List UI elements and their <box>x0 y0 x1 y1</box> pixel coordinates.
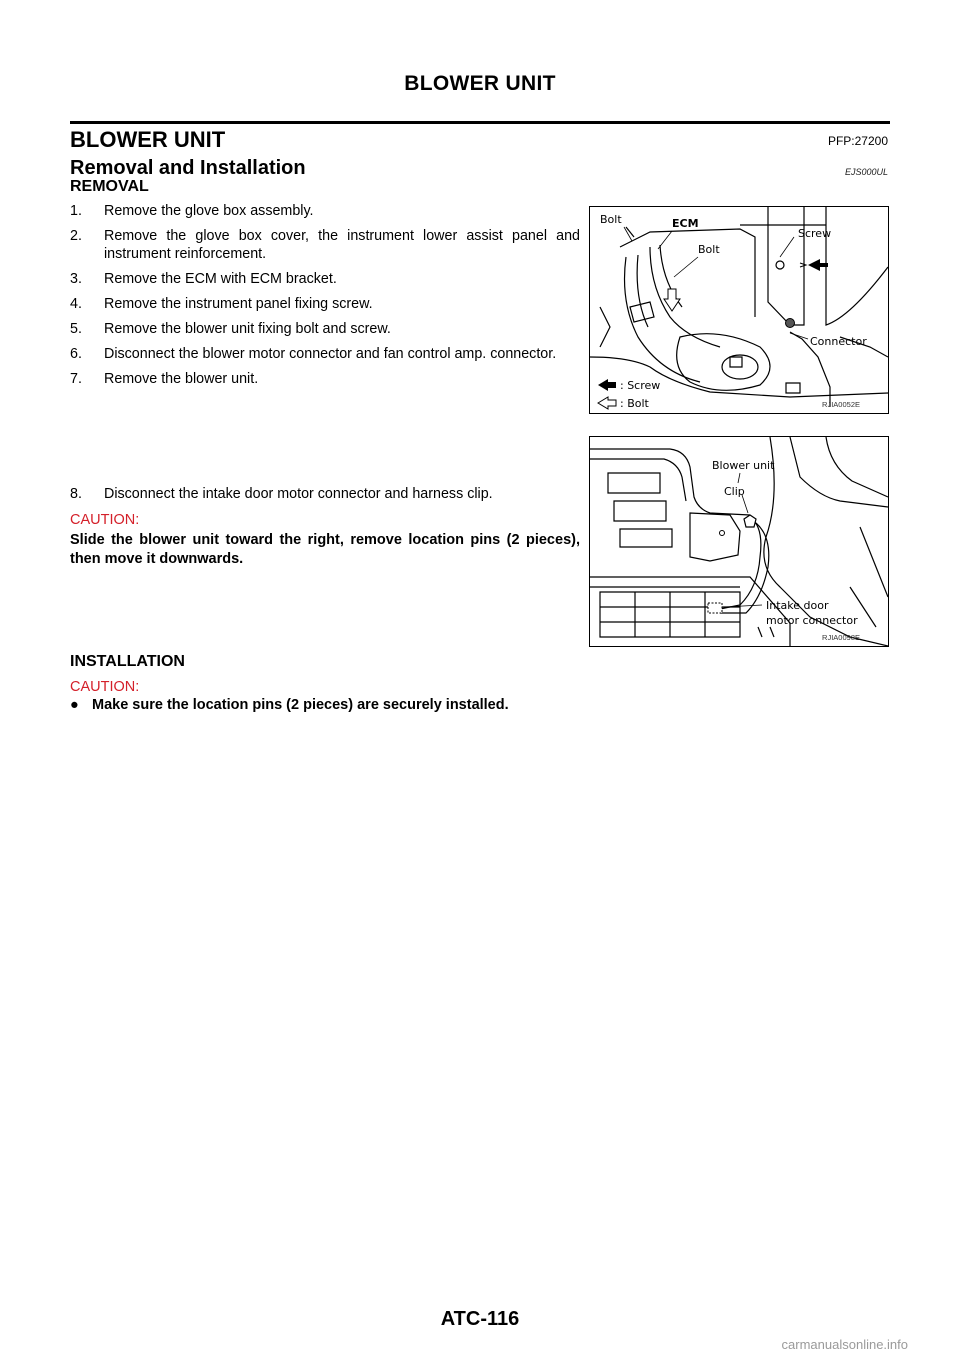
figure1-label-connector: Connector <box>810 335 867 348</box>
page-header-title: BLOWER UNIT <box>404 72 556 95</box>
step-text: Remove the ECM with ECM bracket. <box>104 271 337 287</box>
figure1-legend-screw: : Screw <box>620 379 661 392</box>
bullet-icon: ● <box>70 697 79 713</box>
subsection-title: Removal and Installation <box>70 157 306 179</box>
figure2-code: RJIA0098E <box>822 633 860 642</box>
removal-step <box>70 345 580 363</box>
figure1-label-bolt-2: Bolt <box>698 243 720 256</box>
step-number: 8. <box>70 486 82 502</box>
installation-caution-bullet <box>70 697 509 713</box>
step-number: 5. <box>70 321 82 337</box>
figure1-illustration <box>590 207 888 413</box>
installation-caution-label: CAUTION: <box>70 679 140 695</box>
removal-step <box>70 202 580 220</box>
step-text: Remove the instrument panel fixing screw. <box>104 296 373 312</box>
step-text: Disconnect the intake door motor connector and harness clip. <box>104 486 493 502</box>
figure2-label-blower-unit: Blower unit <box>712 459 775 472</box>
figure1-label-screw: Screw <box>798 227 832 240</box>
removal-step <box>70 485 580 503</box>
removal-step <box>70 370 580 388</box>
figure-intake-door-connector <box>589 436 889 647</box>
figure2-label-intake-line2: motor connector <box>766 614 858 627</box>
figure1-label-ecm: ECM <box>672 217 699 230</box>
watermark: carmanualsonline.info <box>781 1337 908 1352</box>
removal-steps-list-continued <box>70 485 580 510</box>
removal-step <box>70 270 580 288</box>
step-text: Remove the glove box cover, the instrument lower assist panel and instrument reinforcement. <box>104 228 580 262</box>
figure2-label-clip: Clip <box>724 485 745 498</box>
step-text: Disconnect the blower motor connector and fan control amp. connector. <box>104 346 557 362</box>
removal-caution-label: CAUTION: <box>70 512 140 528</box>
step-number: 7. <box>70 371 82 387</box>
step-number: 2. <box>70 228 82 244</box>
step-number: 3. <box>70 271 82 287</box>
step-number: 1. <box>70 203 82 219</box>
figure2-label-intake-line1: Intake door <box>766 599 829 612</box>
removal-steps-list <box>70 202 580 395</box>
figure2-illustration <box>590 437 888 646</box>
installation-caution-text: Make sure the location pins (2 pieces) are securely installed. <box>92 697 509 713</box>
part-reference: PFP:27200 <box>827 134 888 148</box>
solid-arrow-icon <box>598 379 616 391</box>
step-number: 6. <box>70 346 82 362</box>
removal-step <box>70 227 580 263</box>
figure-blower-unit-location <box>589 206 889 414</box>
outline-arrow-icon <box>598 397 616 409</box>
page-number: ATC-116 <box>440 1308 520 1330</box>
removal-step <box>70 295 580 313</box>
installation-heading: INSTALLATION <box>70 653 185 670</box>
step-text: Remove the glove box assembly. <box>104 203 314 219</box>
removal-caution-text: Slide the blower unit toward the right, remove location pins (2 pieces), then move it downwards. <box>70 532 580 567</box>
figure1-code: RJIA0052E <box>822 400 860 409</box>
removal-step <box>70 320 580 338</box>
step-number: 4. <box>70 296 82 312</box>
header-rule <box>70 121 890 124</box>
removal-heading: REMOVAL <box>70 178 149 195</box>
step-text: Remove the blower unit fixing bolt and screw. <box>104 321 391 337</box>
figure1-label-bolt: Bolt <box>600 213 622 226</box>
step-text: Remove the blower unit. <box>104 371 259 387</box>
section-title: BLOWER UNIT <box>70 127 226 152</box>
subsection-ref-code: EJS000UL <box>844 167 888 177</box>
figure1-legend-bolt: : Bolt <box>620 397 649 410</box>
